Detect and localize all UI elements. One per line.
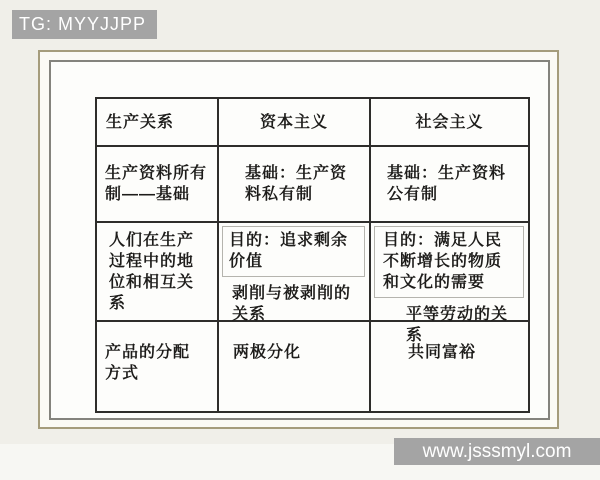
row-ownership-capitalism: 基础：生产资料私有制: [219, 147, 371, 223]
site-watermark: [394, 438, 600, 465]
site-watermark-text: www.jsssmyl.com: [422, 440, 572, 462]
row-ownership-socialism: 基础：生产资料公有制: [371, 147, 528, 223]
comparison-table: [95, 97, 530, 413]
row-ownership-label: 生产资料所有制——基础: [97, 147, 219, 223]
header-cell-capitalism: 资本主义: [219, 99, 371, 147]
row-relations-label: 人们在生产过程中的地位和相互关系: [97, 223, 219, 322]
header-cell-socialism: 社会主义: [371, 99, 528, 147]
capitalism-goal-box: 目的：追求剩余价值: [222, 226, 365, 277]
socialism-goal-box: 目的：满足人民不断增长的物质和文化的需要: [374, 226, 524, 298]
socialism-relation-text: 平等劳动的关系: [406, 306, 509, 344]
header-cell-production-relations: 生产关系: [97, 99, 219, 147]
tg-watermark-text: TG: MYYJJPP: [19, 14, 147, 34]
tg-watermark: [12, 10, 157, 39]
row-relations-socialism: [371, 223, 528, 344]
row-relations-capitalism: [219, 223, 371, 322]
row-distribution-socialism: 共同富裕: [408, 344, 477, 361]
capitalism-relation-text: 剥削与被剥削的关系: [232, 285, 352, 323]
row-distribution-label: 产品的分配方式: [97, 322, 219, 411]
row-distribution-capitalism: 两极分化: [219, 322, 371, 411]
